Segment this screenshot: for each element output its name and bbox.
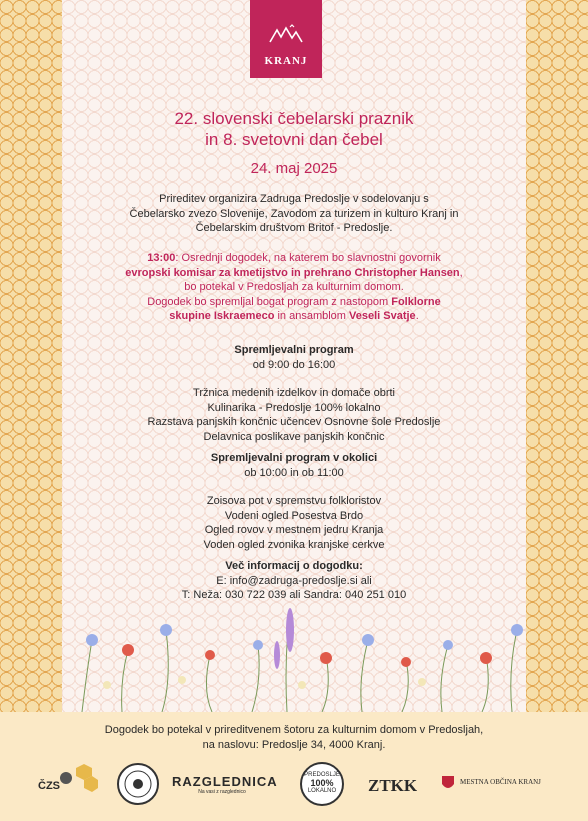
wildflowers-illustration (62, 600, 526, 712)
contact-section (62, 559, 526, 603)
kranj-logo (250, 0, 322, 78)
program-section (62, 343, 526, 445)
ztkk-logo: ZTKK (368, 776, 418, 795)
kranj-coat-of-arms-icon (440, 774, 456, 792)
program-area-section (62, 451, 526, 553)
footer-line1: Dogodek bo potekal v prireditvenem šotoru za kulturnim domom v Predosljah, (104, 724, 484, 736)
program-area-item: Ogled rovov v mestnem jedru Kranja (204, 524, 384, 537)
beekeeping-society-seal (116, 762, 160, 806)
honeycomb-border-left (0, 0, 62, 712)
program-item: Kulinarika - Predoslje 100% lokalno (207, 401, 381, 414)
program-area-heading: Spremljevalni program v okolici (210, 452, 378, 464)
program-heading: Spremljevalni program (234, 344, 354, 356)
honeycomb-border-right (526, 0, 588, 712)
contact-email[interactable]: E: info@zadruga-predoslje.si ali (216, 574, 372, 587)
intro-paragraph: Prireditev organizira Zadruga Predoslje v sodelovanju s Čebelarsko zvezo Slovenije, Zavodom za turizem in kulturo Kranj in Čebelarskim društvom Britof - Predoslje. (129, 193, 459, 235)
program-area-item: Voden ogled zvonika kranjske cerkve (203, 538, 385, 551)
program-area-item: Zoisova pot v spremstvu folkloristov (206, 495, 382, 508)
program-area-time: ob 10:00 in ob 11:00 (244, 466, 344, 479)
mestna-obcina-kranj-logo: MESTNA OBČINA KRANJ (440, 762, 570, 806)
event-title: 22. slovenski čebelarski praznik in 8. svetovni dan čebel (174, 109, 414, 149)
footer-line2: na naslovu: Predoslje 34, 4000 Kranj. (202, 739, 386, 751)
program-time: od 9:00 do 16:00 (252, 358, 336, 371)
program-area-item: Vodeni ogled Posestva Brdo (224, 509, 364, 522)
sponsor-logos (0, 762, 588, 812)
czs-logo: ČZS (36, 762, 100, 806)
program-item: Delavnica poslikave panjskih končnic (203, 430, 385, 443)
contact-phone[interactable]: T: Neža: 030 722 039 ali Sandra: 040 251 010 (181, 589, 407, 602)
razglednica-logo: RAZGLEDNICA Na vasi z razglednico (172, 774, 278, 795)
contact-heading: Več informacij o dogodku: (225, 560, 363, 572)
program-item: Razstava panjskih končnic učencev Osnovne šole Predoslje (147, 416, 441, 429)
logo-text: KRANJ (264, 55, 308, 67)
main-event-paragraph: 13:00: Osrednji dogodek, na katerem bo slavnostni govornik evropski komisar za kmetijstvo in prehrano Christopher Hansen, bo potekal v Predosljah za kulturnim domom. Dogodek bo spremljal bogat program z nastopom Folklorne skupine Iskraemeco in ansamblom Veseli Svatje. (125, 252, 463, 323)
program-item: Tržnica medenih izdelkov in domače obrti (193, 387, 395, 400)
kranj-mountain-icon (268, 24, 304, 46)
predoslje-lokalno-seal: PREDOSLJE 100% LOKALNO (300, 762, 344, 806)
event-date: 24. maj 2025 (250, 160, 338, 177)
